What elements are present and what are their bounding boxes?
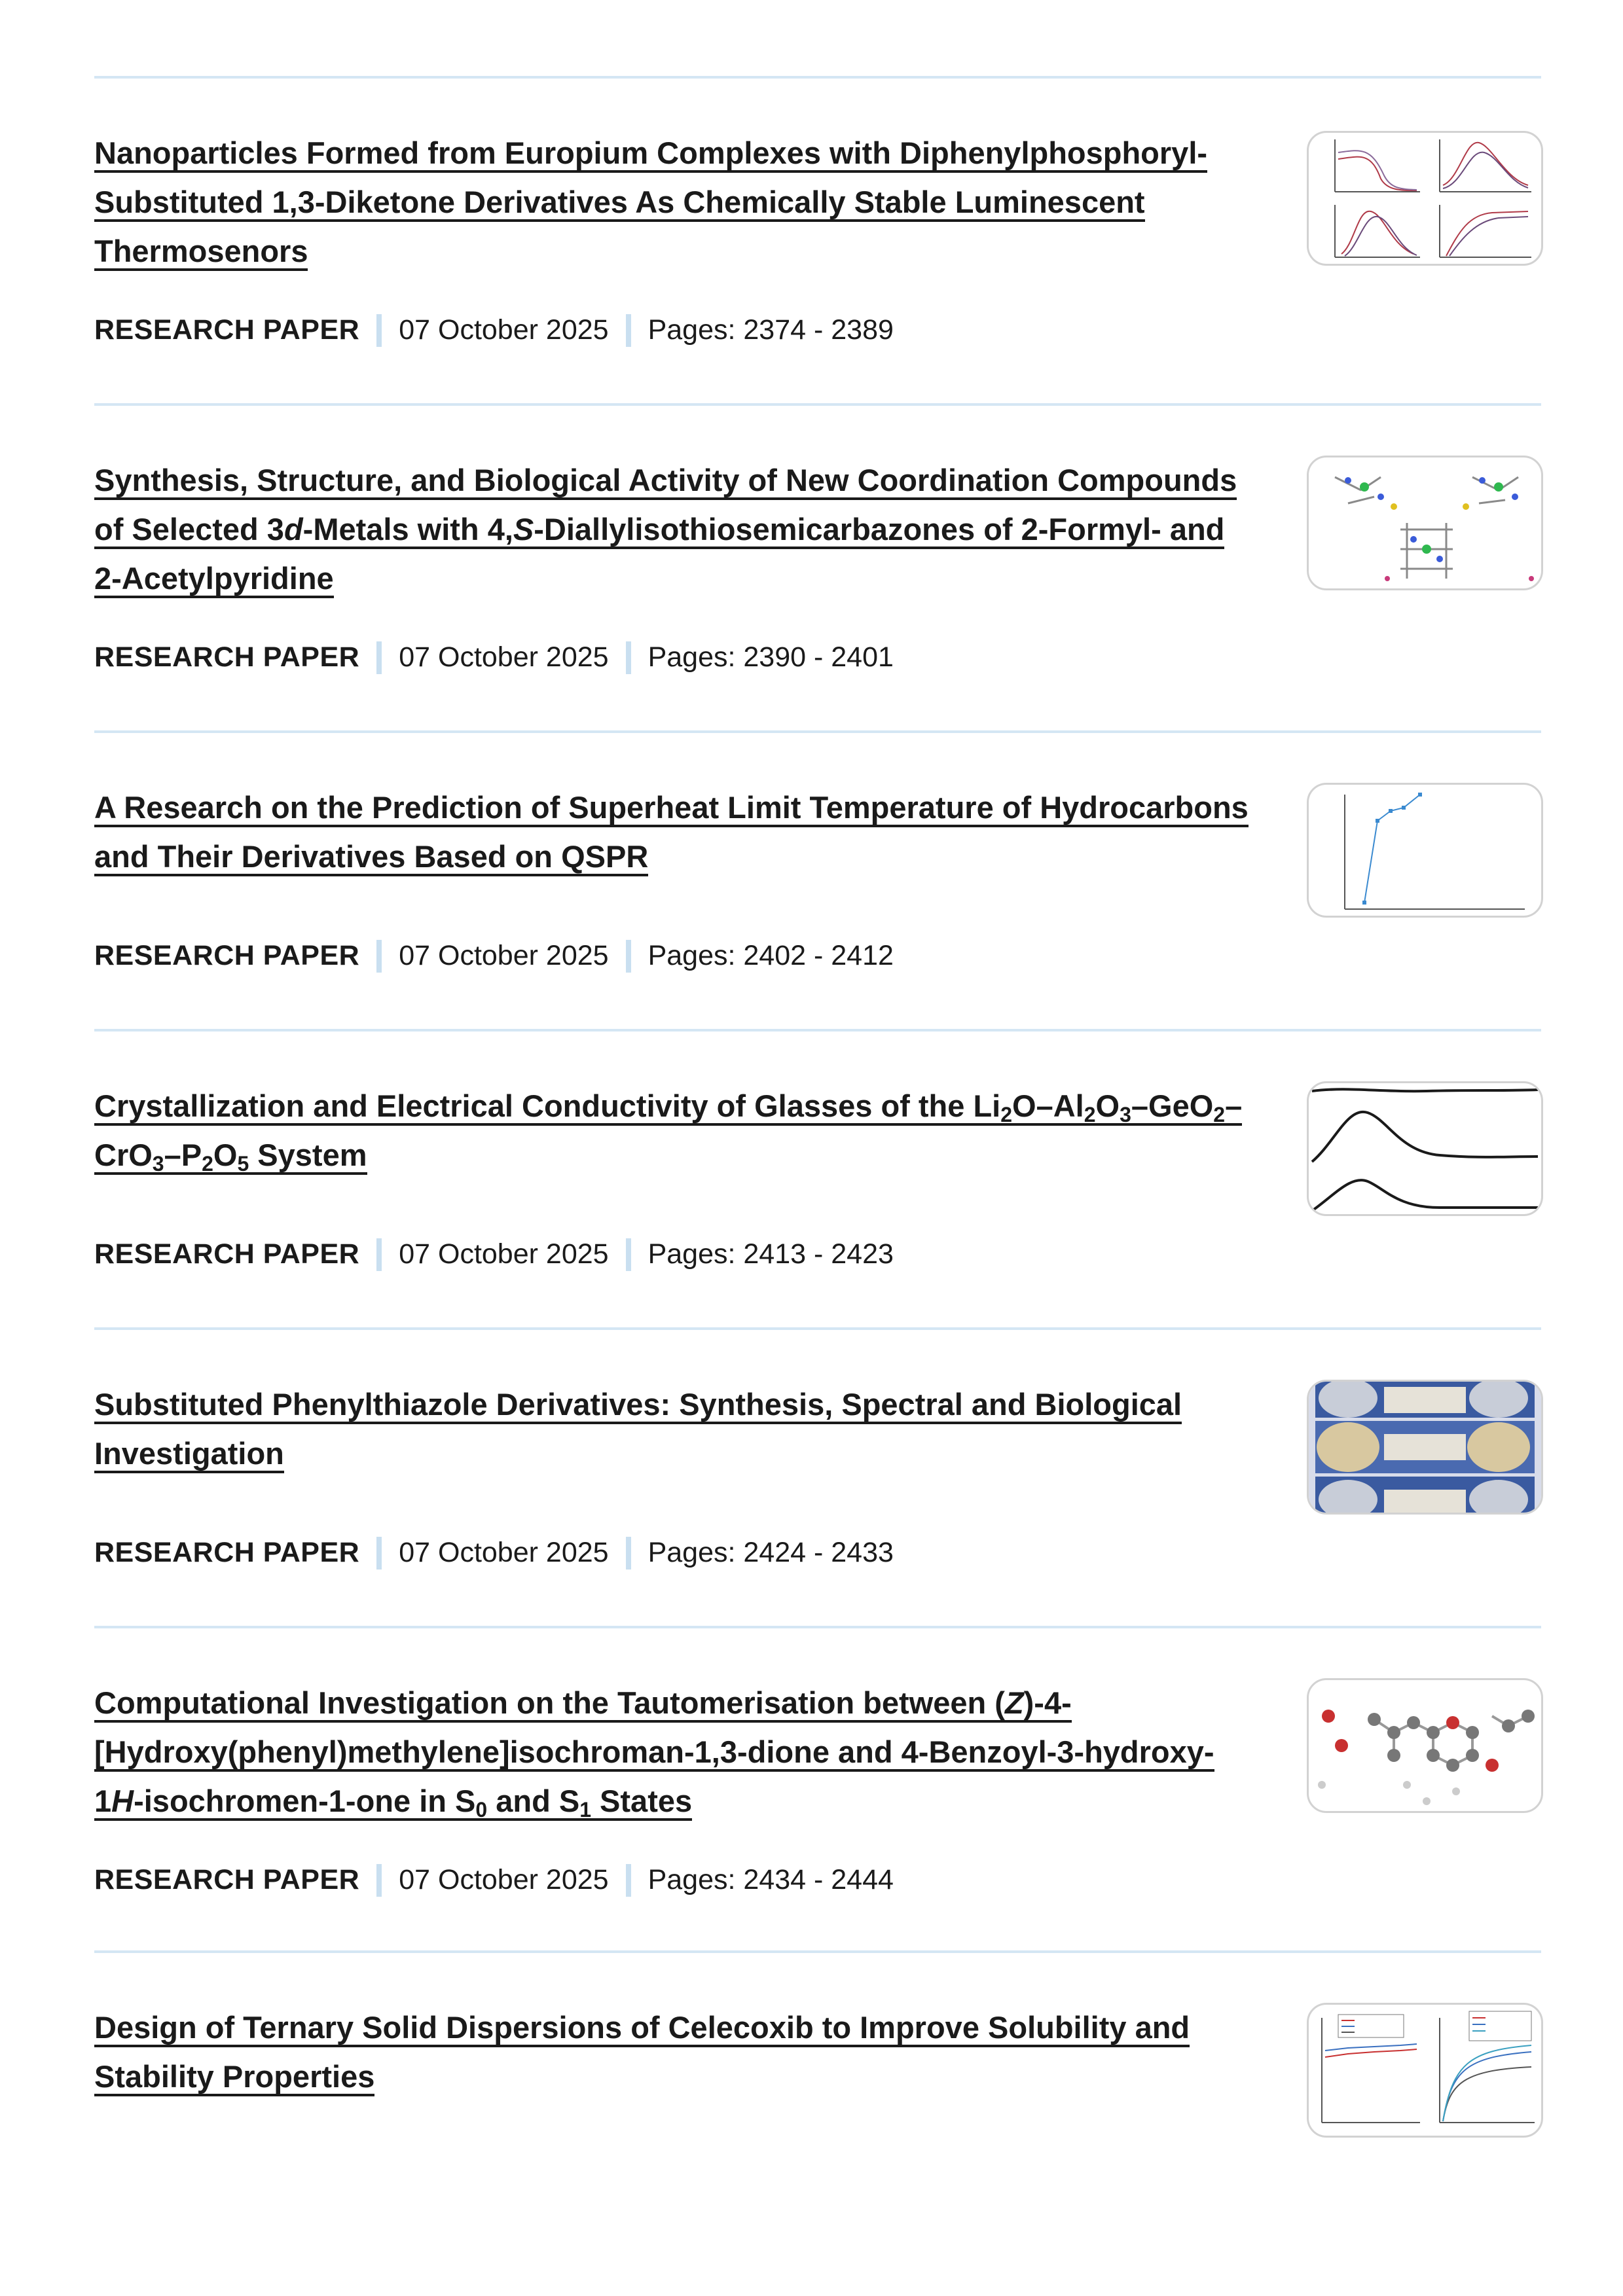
divider: [94, 1029, 1541, 1031]
article-type: RESEARCH PAPER: [94, 940, 360, 972]
article-meta: [94, 939, 894, 978]
divider: [94, 403, 1541, 406]
article-item: [94, 1380, 1541, 1589]
article-title-link[interactable]: Design of Ternary Solid Dispersions of Celecoxib to Improve Solubility and Stability Properties: [94, 2010, 1190, 2096]
article-pages: Pages: 2434 - 2444: [647, 1864, 894, 1896]
meta-separator: [376, 940, 382, 973]
article-pages: Pages: 2402 - 2412: [647, 940, 894, 972]
article-pages: Pages: 2390 - 2401: [647, 641, 894, 673]
article-meta: [94, 1237, 894, 1276]
article-title-link[interactable]: Crystallization and Electrical Conductivity of Glasses of the $Li_2O-Al_2O_3-GeO_2-CrO_3-P_2O_5$ System: [94, 1088, 1243, 1175]
article-item: [94, 2003, 1541, 2212]
meta-separator: [626, 940, 631, 973]
meta-separator: [626, 641, 631, 674]
article-type: RESEARCH PAPER: [94, 1537, 360, 1569]
article-meta: [94, 1863, 894, 1902]
article-date: 07 October 2025: [399, 641, 609, 673]
line-plot-thumbnail[interactable]: [1307, 783, 1543, 918]
article-date: 07 October 2025: [399, 1537, 609, 1569]
article-type: RESEARCH PAPER: [94, 1864, 360, 1896]
article-title: [94, 1081, 1260, 1179]
dissolution-plot-thumbnail[interactable]: [1307, 2003, 1543, 2138]
article-title: [94, 456, 1260, 603]
article-item: [94, 1678, 1541, 1914]
article-type: RESEARCH PAPER: [94, 314, 360, 346]
article-date: 07 October 2025: [399, 940, 609, 972]
article-item: [94, 1081, 1541, 1291]
article-meta: [94, 313, 894, 352]
curves-thumbnail[interactable]: [1307, 1081, 1543, 1216]
article-pages: Pages: 2413 - 2423: [647, 1238, 894, 1270]
meta-separator: [626, 314, 631, 347]
meta-separator: [376, 314, 382, 347]
article-title: [94, 2003, 1260, 2101]
spectra-plots-thumbnail[interactable]: [1307, 131, 1543, 266]
article-title-link[interactable]: Computational Investigation on the Tautomerisation between (Z)-4-[Hydroxy(phenyl)methylene]isochroman-1,3-dione and 4-Benzoyl-3-hydroxy-1H-isochromen-1-one in $S_0$ and $S_1$ States: [94, 1685, 1214, 1821]
article-title: [94, 1380, 1260, 1478]
article-pages: Pages: 2374 - 2389: [647, 314, 894, 346]
article-title: [94, 1678, 1260, 1825]
article-type: RESEARCH PAPER: [94, 1238, 360, 1270]
article-type: RESEARCH PAPER: [94, 641, 360, 673]
article-title-link[interactable]: A Research on the Prediction of Superheat Limit Temperature of Hydrocarbons and Their Derivatives Based on QSPR: [94, 790, 1249, 876]
article-item: [94, 128, 1541, 364]
article-title: [94, 128, 1260, 276]
petri-dish-thumbnail[interactable]: [1307, 1380, 1543, 1515]
article-date: 07 October 2025: [399, 1864, 609, 1896]
divider: [94, 730, 1541, 733]
meta-separator: [376, 1238, 382, 1271]
crystal-structure-thumbnail[interactable]: [1307, 456, 1543, 590]
article-pages: Pages: 2424 - 2433: [647, 1537, 894, 1569]
article-title-link[interactable]: Nanoparticles Formed from Europium Complexes with Diphenylphosphoryl-Substituted 1,3-Diketone Derivatives As Chemically Stable Luminescent Thermosenors: [94, 135, 1207, 271]
article-title: [94, 783, 1260, 881]
article-meta: [94, 640, 894, 679]
article-item: [94, 783, 1541, 992]
meta-separator: [626, 1238, 631, 1271]
divider: [94, 1950, 1541, 1953]
article-title-link[interactable]: Substituted Phenylthiazole Derivatives: Synthesis, Spectral and Biological Investigation: [94, 1387, 1182, 1473]
article-date: 07 October 2025: [399, 1238, 609, 1270]
article-item: [94, 456, 1541, 691]
divider: [94, 1626, 1541, 1628]
divider: [94, 76, 1541, 79]
molecule-model-thumbnail[interactable]: [1307, 1678, 1543, 1813]
article-meta: [94, 1535, 894, 1575]
article-date: 07 October 2025: [399, 314, 609, 346]
meta-separator: [376, 641, 382, 674]
divider: [94, 1327, 1541, 1330]
meta-separator: [376, 1537, 382, 1570]
meta-separator: [626, 1537, 631, 1570]
article-title-link[interactable]: Synthesis, Structure, and Biological Activity of New Coordination Compounds of Selected 3d-Metals with 4,S-Diallylisothiosemicarbazones of 2-Formyl- and 2-Acetylpyridine: [94, 463, 1237, 598]
meta-separator: [376, 1864, 382, 1897]
meta-separator: [626, 1864, 631, 1897]
